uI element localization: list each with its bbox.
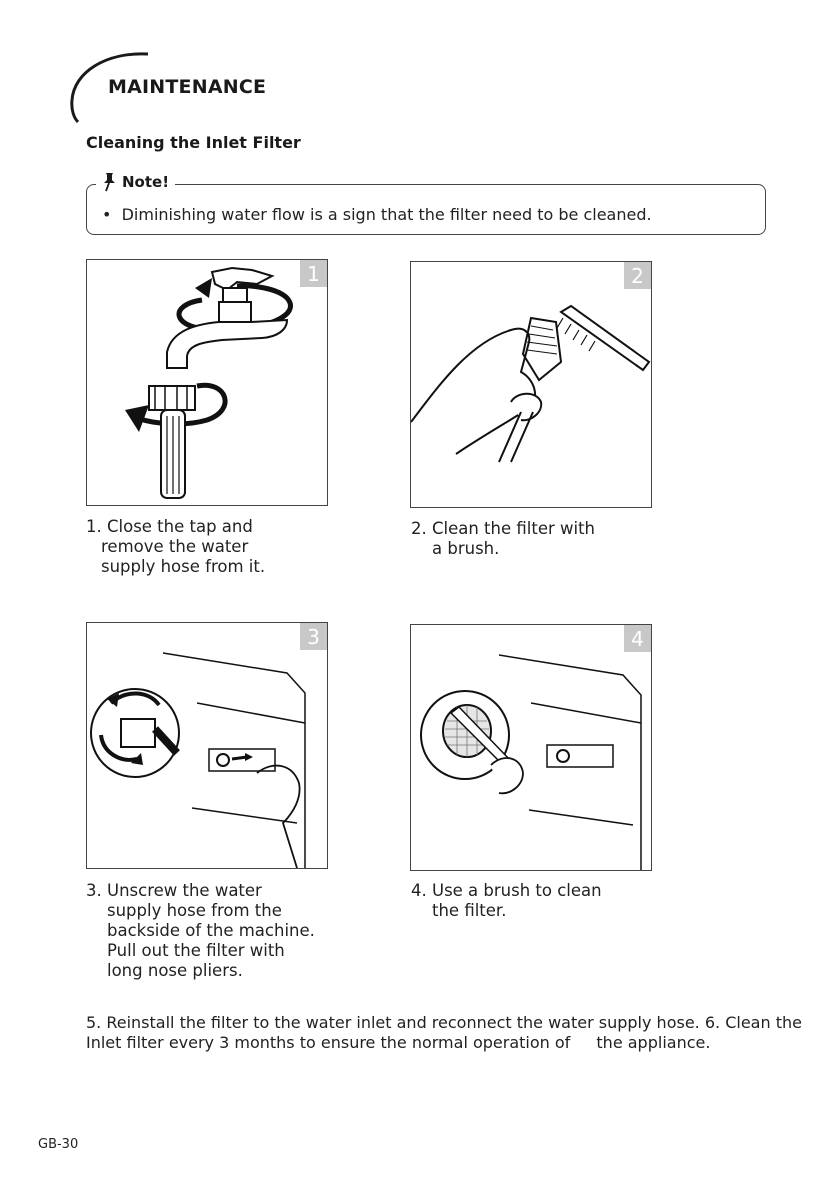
extra-steps-list <box>86 1013 839 1053</box>
step-3-line-4: Pull out the filter with <box>107 941 285 960</box>
step-2-line-2: a brush. <box>432 539 500 558</box>
step-3-caption <box>86 881 315 981</box>
step-2-line-1: 2. Clean the filter with <box>411 519 596 538</box>
step-1-line-1: 1. Close the tap and <box>86 517 253 536</box>
step-4-line-1: 4. Use a brush to clean <box>411 881 602 900</box>
pushpin-icon <box>100 172 118 192</box>
tap-and-hose-illustration <box>87 260 327 505</box>
note-bullet-text: Diminishing water flow is a sign that the filter need to be cleaned. <box>121 205 652 224</box>
note-header <box>96 172 175 192</box>
brush-filter-in-machine-illustration <box>411 625 651 870</box>
step-4-badge: 4 <box>624 625 651 652</box>
step-3-illustration-panel <box>86 622 328 869</box>
step-1-line-2: remove the water <box>101 537 249 556</box>
page-number: GB-30 <box>38 1137 79 1152</box>
step-3-badge: 3 <box>300 623 327 650</box>
step-6-line-2: the appliance. <box>596 1033 711 1052</box>
step-3-line-1: 3. Unscrew the water <box>86 881 262 900</box>
step-3-line-2: supply hose from the <box>107 901 282 920</box>
step-1-illustration-panel <box>86 259 328 506</box>
page-subtitle: Cleaning the Inlet Filter <box>86 133 301 152</box>
step-2-illustration-panel <box>410 261 652 508</box>
note-label: Note! <box>122 173 170 191</box>
step-6-line-1: 6. Clean the Inlet filter every 3 months to ensure the normal operation of <box>86 1013 802 1052</box>
step-5-line-1: 5. Reinstall the filter to the water inlet and reconnect the water supply hose. <box>86 1013 700 1032</box>
step-3-line-5: long nose pliers. <box>107 961 243 980</box>
step-4-caption <box>411 881 602 921</box>
step-2-caption <box>411 519 595 559</box>
step-2-badge: 2 <box>624 262 651 289</box>
section-title: MAINTENANCE <box>108 76 267 98</box>
step-4-line-2: the filter. <box>432 901 507 920</box>
step-4-illustration-panel <box>410 624 652 871</box>
step-3-line-3: backside of the machine. <box>107 921 315 940</box>
step-1-caption <box>86 517 265 577</box>
step-1-line-3: supply hose from it. <box>101 557 266 576</box>
unscrew-hose-illustration <box>87 623 327 868</box>
note-bullet <box>102 205 652 224</box>
bullet-dot: • <box>102 205 122 224</box>
brush-cleaning-filter-illustration <box>411 262 651 507</box>
step-1-badge: 1 <box>300 260 327 287</box>
